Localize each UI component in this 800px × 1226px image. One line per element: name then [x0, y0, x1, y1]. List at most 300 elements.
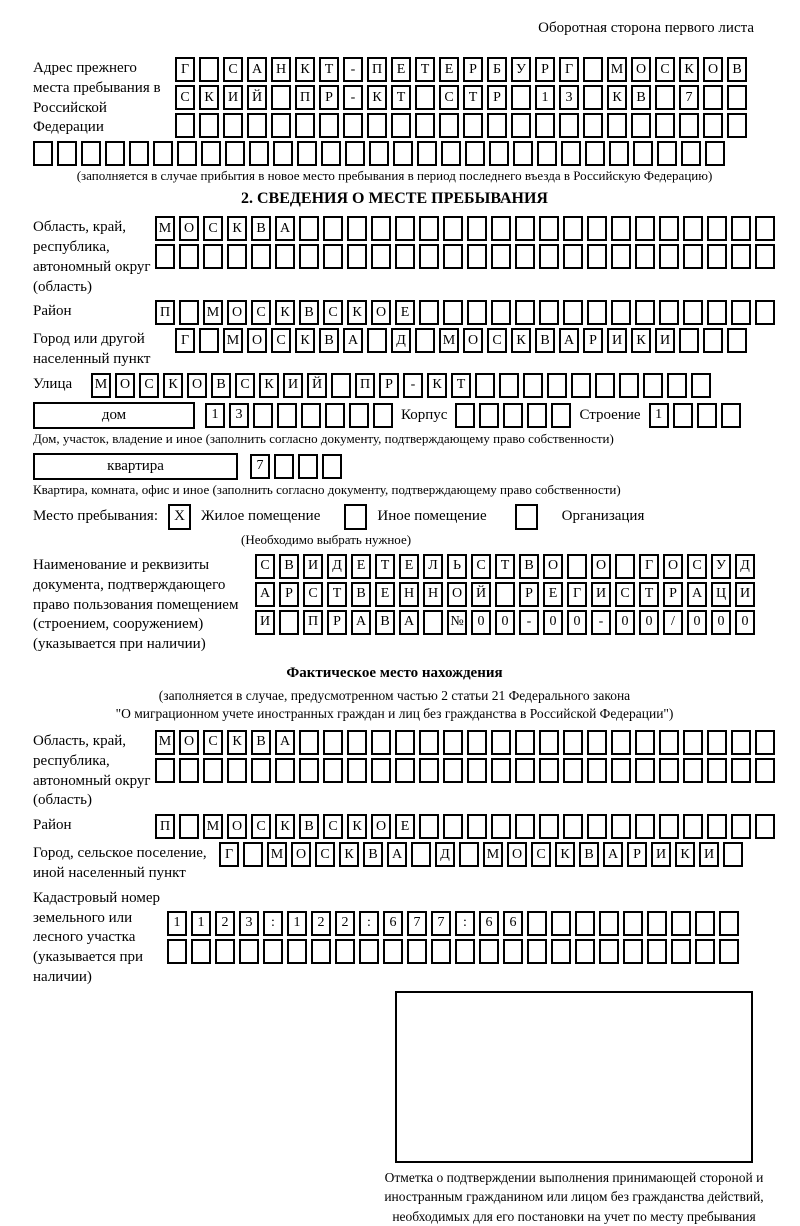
char-cell[interactable]: В	[727, 57, 747, 82]
char-cell[interactable]: О	[447, 582, 467, 607]
char-cell[interactable]	[431, 939, 451, 964]
char-cell[interactable]: 3	[239, 911, 259, 936]
char-cell[interactable]	[643, 373, 663, 398]
char-cell[interactable]: П	[155, 300, 175, 325]
char-cell[interactable]: Д	[735, 554, 755, 579]
char-cell[interactable]: Р	[519, 582, 539, 607]
char-cell[interactable]: 0	[495, 610, 515, 635]
char-cell[interactable]: И	[223, 85, 243, 110]
char-cell[interactable]: Т	[495, 554, 515, 579]
char-cell[interactable]: Ь	[447, 554, 467, 579]
char-cell[interactable]: О	[227, 300, 247, 325]
char-cell[interactable]	[611, 758, 631, 783]
char-cell[interactable]	[415, 85, 435, 110]
char-cell[interactable]	[275, 244, 295, 269]
char-cell[interactable]: А	[255, 582, 275, 607]
char-cell[interactable]: К	[679, 57, 699, 82]
char-cell[interactable]	[391, 113, 411, 138]
char-cell[interactable]	[155, 758, 175, 783]
char-cell[interactable]	[271, 85, 291, 110]
char-cell[interactable]: П	[355, 373, 375, 398]
char-cell[interactable]	[297, 141, 317, 166]
char-cell[interactable]: К	[275, 814, 295, 839]
char-cell[interactable]	[719, 911, 739, 936]
char-cell[interactable]	[631, 113, 651, 138]
char-cell[interactable]: В	[631, 85, 651, 110]
char-cell[interactable]	[311, 939, 331, 964]
char-cell[interactable]	[491, 300, 511, 325]
char-cell[interactable]	[299, 216, 319, 241]
char-cell[interactable]	[467, 730, 487, 755]
char-cell[interactable]: Й	[307, 373, 327, 398]
char-cell[interactable]	[587, 758, 607, 783]
char-cell[interactable]: С	[471, 554, 491, 579]
char-cell[interactable]	[215, 939, 235, 964]
char-cell[interactable]: Е	[395, 300, 415, 325]
char-cell[interactable]: О	[703, 57, 723, 82]
char-cell[interactable]	[415, 328, 435, 353]
char-cell[interactable]: 6	[383, 911, 403, 936]
char-cell[interactable]	[467, 216, 487, 241]
char-cell[interactable]	[611, 216, 631, 241]
char-cell[interactable]: Р	[583, 328, 603, 353]
char-cell[interactable]: :	[359, 911, 379, 936]
char-cell[interactable]	[395, 730, 415, 755]
char-cell[interactable]	[129, 141, 149, 166]
char-cell[interactable]	[635, 244, 655, 269]
char-cell[interactable]	[383, 939, 403, 964]
char-cell[interactable]	[571, 373, 591, 398]
char-cell[interactable]: Г	[219, 842, 239, 867]
char-cell[interactable]: П	[295, 85, 315, 110]
char-cell[interactable]: В	[519, 554, 539, 579]
char-cell[interactable]: К	[427, 373, 447, 398]
char-cell[interactable]	[527, 939, 547, 964]
char-cell[interactable]	[323, 730, 343, 755]
char-cell[interactable]: 7	[679, 85, 699, 110]
char-cell[interactable]: О	[371, 300, 391, 325]
char-cell[interactable]: А	[603, 842, 623, 867]
char-cell[interactable]	[539, 300, 559, 325]
char-cell[interactable]: 1	[287, 911, 307, 936]
char-cell[interactable]: С	[323, 814, 343, 839]
char-cell[interactable]: Е	[375, 582, 395, 607]
char-cell[interactable]: П	[303, 610, 323, 635]
char-cell[interactable]: П	[155, 814, 175, 839]
char-cell[interactable]: О	[247, 328, 267, 353]
char-cell[interactable]	[515, 814, 535, 839]
char-cell[interactable]	[479, 403, 499, 428]
char-cell[interactable]	[153, 141, 173, 166]
char-cell[interactable]	[667, 373, 687, 398]
char-cell[interactable]	[723, 842, 743, 867]
char-cell[interactable]: С	[615, 582, 635, 607]
char-cell[interactable]	[731, 300, 751, 325]
char-cell[interactable]: О	[543, 554, 563, 579]
char-cell[interactable]	[707, 814, 727, 839]
char-cell[interactable]: С	[223, 57, 243, 82]
char-cell[interactable]	[227, 758, 247, 783]
char-cell[interactable]	[679, 113, 699, 138]
char-cell[interactable]	[503, 939, 523, 964]
char-cell[interactable]: Е	[351, 554, 371, 579]
char-cell[interactable]	[247, 113, 267, 138]
char-cell[interactable]: С	[439, 85, 459, 110]
char-cell[interactable]: 0	[639, 610, 659, 635]
char-cell[interactable]: 0	[615, 610, 635, 635]
char-cell[interactable]	[513, 141, 533, 166]
char-cell[interactable]	[659, 758, 679, 783]
char-cell[interactable]: -	[343, 57, 363, 82]
char-cell[interactable]	[707, 300, 727, 325]
char-cell[interactable]	[587, 216, 607, 241]
char-cell[interactable]: О	[371, 814, 391, 839]
char-cell[interactable]	[671, 939, 691, 964]
char-cell[interactable]: Р	[627, 842, 647, 867]
char-cell[interactable]	[455, 403, 475, 428]
char-cell[interactable]	[611, 244, 631, 269]
char-cell[interactable]	[563, 244, 583, 269]
char-cell[interactable]: М	[203, 300, 223, 325]
char-cell[interactable]	[703, 113, 723, 138]
char-cell[interactable]: 1	[535, 85, 555, 110]
char-cell[interactable]: Р	[327, 610, 347, 635]
char-cell[interactable]	[411, 842, 431, 867]
char-cell[interactable]: А	[247, 57, 267, 82]
char-cell[interactable]: С	[315, 842, 335, 867]
char-cell[interactable]	[515, 216, 535, 241]
char-cell[interactable]	[755, 730, 775, 755]
char-cell[interactable]: С	[235, 373, 255, 398]
char-cell[interactable]	[367, 328, 387, 353]
char-cell[interactable]	[647, 939, 667, 964]
char-cell[interactable]: Б	[487, 57, 507, 82]
char-cell[interactable]	[225, 141, 245, 166]
char-cell[interactable]	[705, 141, 725, 166]
char-cell[interactable]	[563, 300, 583, 325]
char-cell[interactable]	[499, 373, 519, 398]
char-cell[interactable]	[443, 814, 463, 839]
char-cell[interactable]	[659, 216, 679, 241]
char-cell[interactable]: И	[255, 610, 275, 635]
char-cell[interactable]: О	[179, 216, 199, 241]
char-cell[interactable]: В	[279, 554, 299, 579]
char-cell[interactable]	[443, 730, 463, 755]
char-cell[interactable]	[249, 141, 269, 166]
char-cell[interactable]	[419, 300, 439, 325]
char-cell[interactable]	[623, 939, 643, 964]
char-cell[interactable]: Й	[247, 85, 267, 110]
char-cell[interactable]: :	[455, 911, 475, 936]
char-cell[interactable]	[371, 730, 391, 755]
char-cell[interactable]	[659, 814, 679, 839]
char-cell[interactable]: М	[267, 842, 287, 867]
char-cell[interactable]: П	[367, 57, 387, 82]
char-cell[interactable]	[583, 57, 603, 82]
char-cell[interactable]	[727, 113, 747, 138]
char-cell[interactable]	[683, 300, 703, 325]
char-cell[interactable]: О	[187, 373, 207, 398]
char-cell[interactable]: 0	[543, 610, 563, 635]
char-cell[interactable]	[511, 113, 531, 138]
char-cell[interactable]: Т	[319, 57, 339, 82]
char-cell[interactable]	[587, 300, 607, 325]
char-cell[interactable]	[419, 814, 439, 839]
char-cell[interactable]	[495, 582, 515, 607]
char-cell[interactable]: В	[299, 814, 319, 839]
char-cell[interactable]	[322, 454, 342, 479]
char-cell[interactable]	[263, 939, 283, 964]
char-cell[interactable]: 7	[407, 911, 427, 936]
char-cell[interactable]: К	[163, 373, 183, 398]
char-cell[interactable]	[415, 113, 435, 138]
char-cell[interactable]	[683, 814, 703, 839]
char-cell[interactable]	[539, 814, 559, 839]
char-cell[interactable]	[223, 113, 243, 138]
char-cell[interactable]	[395, 216, 415, 241]
char-cell[interactable]	[563, 730, 583, 755]
char-cell[interactable]	[695, 911, 715, 936]
char-cell[interactable]	[299, 244, 319, 269]
char-cell[interactable]: К	[607, 85, 627, 110]
char-cell[interactable]	[731, 730, 751, 755]
char-cell[interactable]: С	[687, 554, 707, 579]
char-cell[interactable]	[479, 939, 499, 964]
char-cell[interactable]: Р	[535, 57, 555, 82]
char-cell[interactable]	[623, 911, 643, 936]
char-cell[interactable]	[703, 328, 723, 353]
char-cell[interactable]	[515, 758, 535, 783]
char-cell[interactable]: Е	[439, 57, 459, 82]
char-cell[interactable]	[655, 113, 675, 138]
char-cell[interactable]: -	[343, 85, 363, 110]
char-cell[interactable]	[691, 373, 711, 398]
char-cell[interactable]	[475, 373, 495, 398]
char-cell[interactable]	[527, 911, 547, 936]
char-cell[interactable]	[253, 403, 273, 428]
char-cell[interactable]	[155, 244, 175, 269]
char-cell[interactable]: С	[139, 373, 159, 398]
char-cell[interactable]	[201, 141, 221, 166]
char-cell[interactable]	[274, 454, 294, 479]
char-cell[interactable]: А	[351, 610, 371, 635]
char-cell[interactable]: 6	[503, 911, 523, 936]
char-cell[interactable]: Д	[327, 554, 347, 579]
char-cell[interactable]: К	[227, 730, 247, 755]
char-cell[interactable]	[659, 244, 679, 269]
char-cell[interactable]: К	[275, 300, 295, 325]
char-cell[interactable]: К	[295, 328, 315, 353]
char-cell[interactable]	[559, 113, 579, 138]
char-cell[interactable]: И	[283, 373, 303, 398]
char-cell[interactable]: И	[735, 582, 755, 607]
char-cell[interactable]: Р	[663, 582, 683, 607]
char-cell[interactable]	[731, 814, 751, 839]
char-cell[interactable]	[703, 85, 723, 110]
char-cell[interactable]: Т	[415, 57, 435, 82]
char-cell[interactable]	[273, 141, 293, 166]
char-cell[interactable]	[587, 730, 607, 755]
char-cell[interactable]: М	[155, 730, 175, 755]
char-cell[interactable]: И	[699, 842, 719, 867]
char-cell[interactable]	[491, 758, 511, 783]
char-cell[interactable]: 2	[311, 911, 331, 936]
char-cell[interactable]	[599, 939, 619, 964]
char-cell[interactable]	[515, 244, 535, 269]
char-cell[interactable]	[655, 85, 675, 110]
char-cell[interactable]	[599, 911, 619, 936]
char-cell[interactable]: К	[259, 373, 279, 398]
char-cell[interactable]: 0	[735, 610, 755, 635]
char-cell[interactable]	[575, 939, 595, 964]
char-cell[interactable]	[191, 939, 211, 964]
char-cell[interactable]	[561, 141, 581, 166]
char-cell[interactable]	[393, 141, 413, 166]
char-cell[interactable]: Т	[451, 373, 471, 398]
char-cell[interactable]	[467, 814, 487, 839]
char-cell[interactable]: Т	[463, 85, 483, 110]
char-cell[interactable]: О	[663, 554, 683, 579]
char-cell[interactable]: 2	[215, 911, 235, 936]
char-cell[interactable]	[727, 328, 747, 353]
char-cell[interactable]	[551, 403, 571, 428]
char-cell[interactable]: Е	[391, 57, 411, 82]
checkbox-zhiloe[interactable]: X	[168, 504, 191, 530]
char-cell[interactable]	[731, 758, 751, 783]
char-cell[interactable]: 0	[567, 610, 587, 635]
char-cell[interactable]	[539, 216, 559, 241]
char-cell[interactable]	[443, 758, 463, 783]
char-cell[interactable]: К	[347, 300, 367, 325]
char-cell[interactable]	[323, 244, 343, 269]
char-cell[interactable]: 1	[205, 403, 225, 428]
char-cell[interactable]	[635, 216, 655, 241]
char-cell[interactable]	[679, 328, 699, 353]
char-cell[interactable]: Р	[379, 373, 399, 398]
char-cell[interactable]	[301, 403, 321, 428]
char-cell[interactable]	[371, 216, 391, 241]
char-cell[interactable]: С	[323, 300, 343, 325]
char-cell[interactable]	[467, 244, 487, 269]
char-cell[interactable]: И	[651, 842, 671, 867]
char-cell[interactable]	[755, 244, 775, 269]
char-cell[interactable]	[419, 216, 439, 241]
char-cell[interactable]: К	[295, 57, 315, 82]
char-cell[interactable]	[463, 113, 483, 138]
char-cell[interactable]	[537, 141, 557, 166]
char-cell[interactable]	[279, 610, 299, 635]
char-cell[interactable]: К	[511, 328, 531, 353]
char-cell[interactable]: О	[631, 57, 651, 82]
char-cell[interactable]	[719, 939, 739, 964]
char-cell[interactable]	[349, 403, 369, 428]
char-cell[interactable]	[619, 373, 639, 398]
char-cell[interactable]	[167, 939, 187, 964]
char-cell[interactable]	[489, 141, 509, 166]
char-cell[interactable]	[395, 758, 415, 783]
char-cell[interactable]	[371, 244, 391, 269]
char-cell[interactable]	[755, 300, 775, 325]
char-cell[interactable]	[277, 403, 297, 428]
char-cell[interactable]	[551, 939, 571, 964]
char-cell[interactable]: К	[347, 814, 367, 839]
char-cell[interactable]	[515, 300, 535, 325]
char-cell[interactable]: Г	[175, 328, 195, 353]
char-cell[interactable]	[563, 216, 583, 241]
char-cell[interactable]: А	[559, 328, 579, 353]
char-cell[interactable]: Г	[175, 57, 195, 82]
char-cell[interactable]: У	[511, 57, 531, 82]
char-cell[interactable]: 2	[335, 911, 355, 936]
char-cell[interactable]	[683, 244, 703, 269]
char-cell[interactable]: -	[519, 610, 539, 635]
char-cell[interactable]	[443, 300, 463, 325]
char-cell[interactable]	[659, 300, 679, 325]
char-cell[interactable]: А	[399, 610, 419, 635]
char-cell[interactable]	[547, 373, 567, 398]
char-cell[interactable]	[271, 113, 291, 138]
char-cell[interactable]	[243, 842, 263, 867]
char-cell[interactable]: Н	[271, 57, 291, 82]
char-cell[interactable]	[635, 300, 655, 325]
char-cell[interactable]: И	[607, 328, 627, 353]
char-cell[interactable]	[33, 141, 53, 166]
char-cell[interactable]	[551, 911, 571, 936]
char-cell[interactable]	[331, 373, 351, 398]
char-cell[interactable]	[179, 758, 199, 783]
char-cell[interactable]: Е	[395, 814, 415, 839]
char-cell[interactable]	[539, 244, 559, 269]
char-cell[interactable]: М	[203, 814, 223, 839]
char-cell[interactable]: А	[275, 730, 295, 755]
char-cell[interactable]: М	[483, 842, 503, 867]
char-cell[interactable]	[523, 373, 543, 398]
char-cell[interactable]	[697, 403, 717, 428]
char-cell[interactable]: 0	[471, 610, 491, 635]
char-cell[interactable]: С	[251, 814, 271, 839]
char-cell[interactable]	[527, 403, 547, 428]
char-cell[interactable]	[419, 244, 439, 269]
char-cell[interactable]	[585, 141, 605, 166]
char-cell[interactable]	[707, 244, 727, 269]
char-cell[interactable]	[299, 730, 319, 755]
char-cell[interactable]	[323, 216, 343, 241]
char-cell[interactable]: К	[631, 328, 651, 353]
char-cell[interactable]	[287, 939, 307, 964]
char-cell[interactable]	[575, 911, 595, 936]
char-cell[interactable]: Р	[279, 582, 299, 607]
char-cell[interactable]: К	[227, 216, 247, 241]
char-cell[interactable]: О	[115, 373, 135, 398]
char-cell[interactable]: А	[387, 842, 407, 867]
char-cell[interactable]	[647, 911, 667, 936]
char-cell[interactable]: /	[663, 610, 683, 635]
char-cell[interactable]	[563, 814, 583, 839]
char-cell[interactable]	[455, 939, 475, 964]
char-cell[interactable]: В	[363, 842, 383, 867]
char-cell[interactable]	[105, 141, 125, 166]
char-cell[interactable]: Т	[375, 554, 395, 579]
char-cell[interactable]: С	[255, 554, 275, 579]
char-cell[interactable]	[419, 758, 439, 783]
char-cell[interactable]	[635, 758, 655, 783]
char-cell[interactable]	[487, 113, 507, 138]
char-cell[interactable]: И	[303, 554, 323, 579]
char-cell[interactable]: М	[439, 328, 459, 353]
char-cell[interactable]	[199, 328, 219, 353]
char-cell[interactable]	[175, 113, 195, 138]
char-cell[interactable]	[611, 300, 631, 325]
